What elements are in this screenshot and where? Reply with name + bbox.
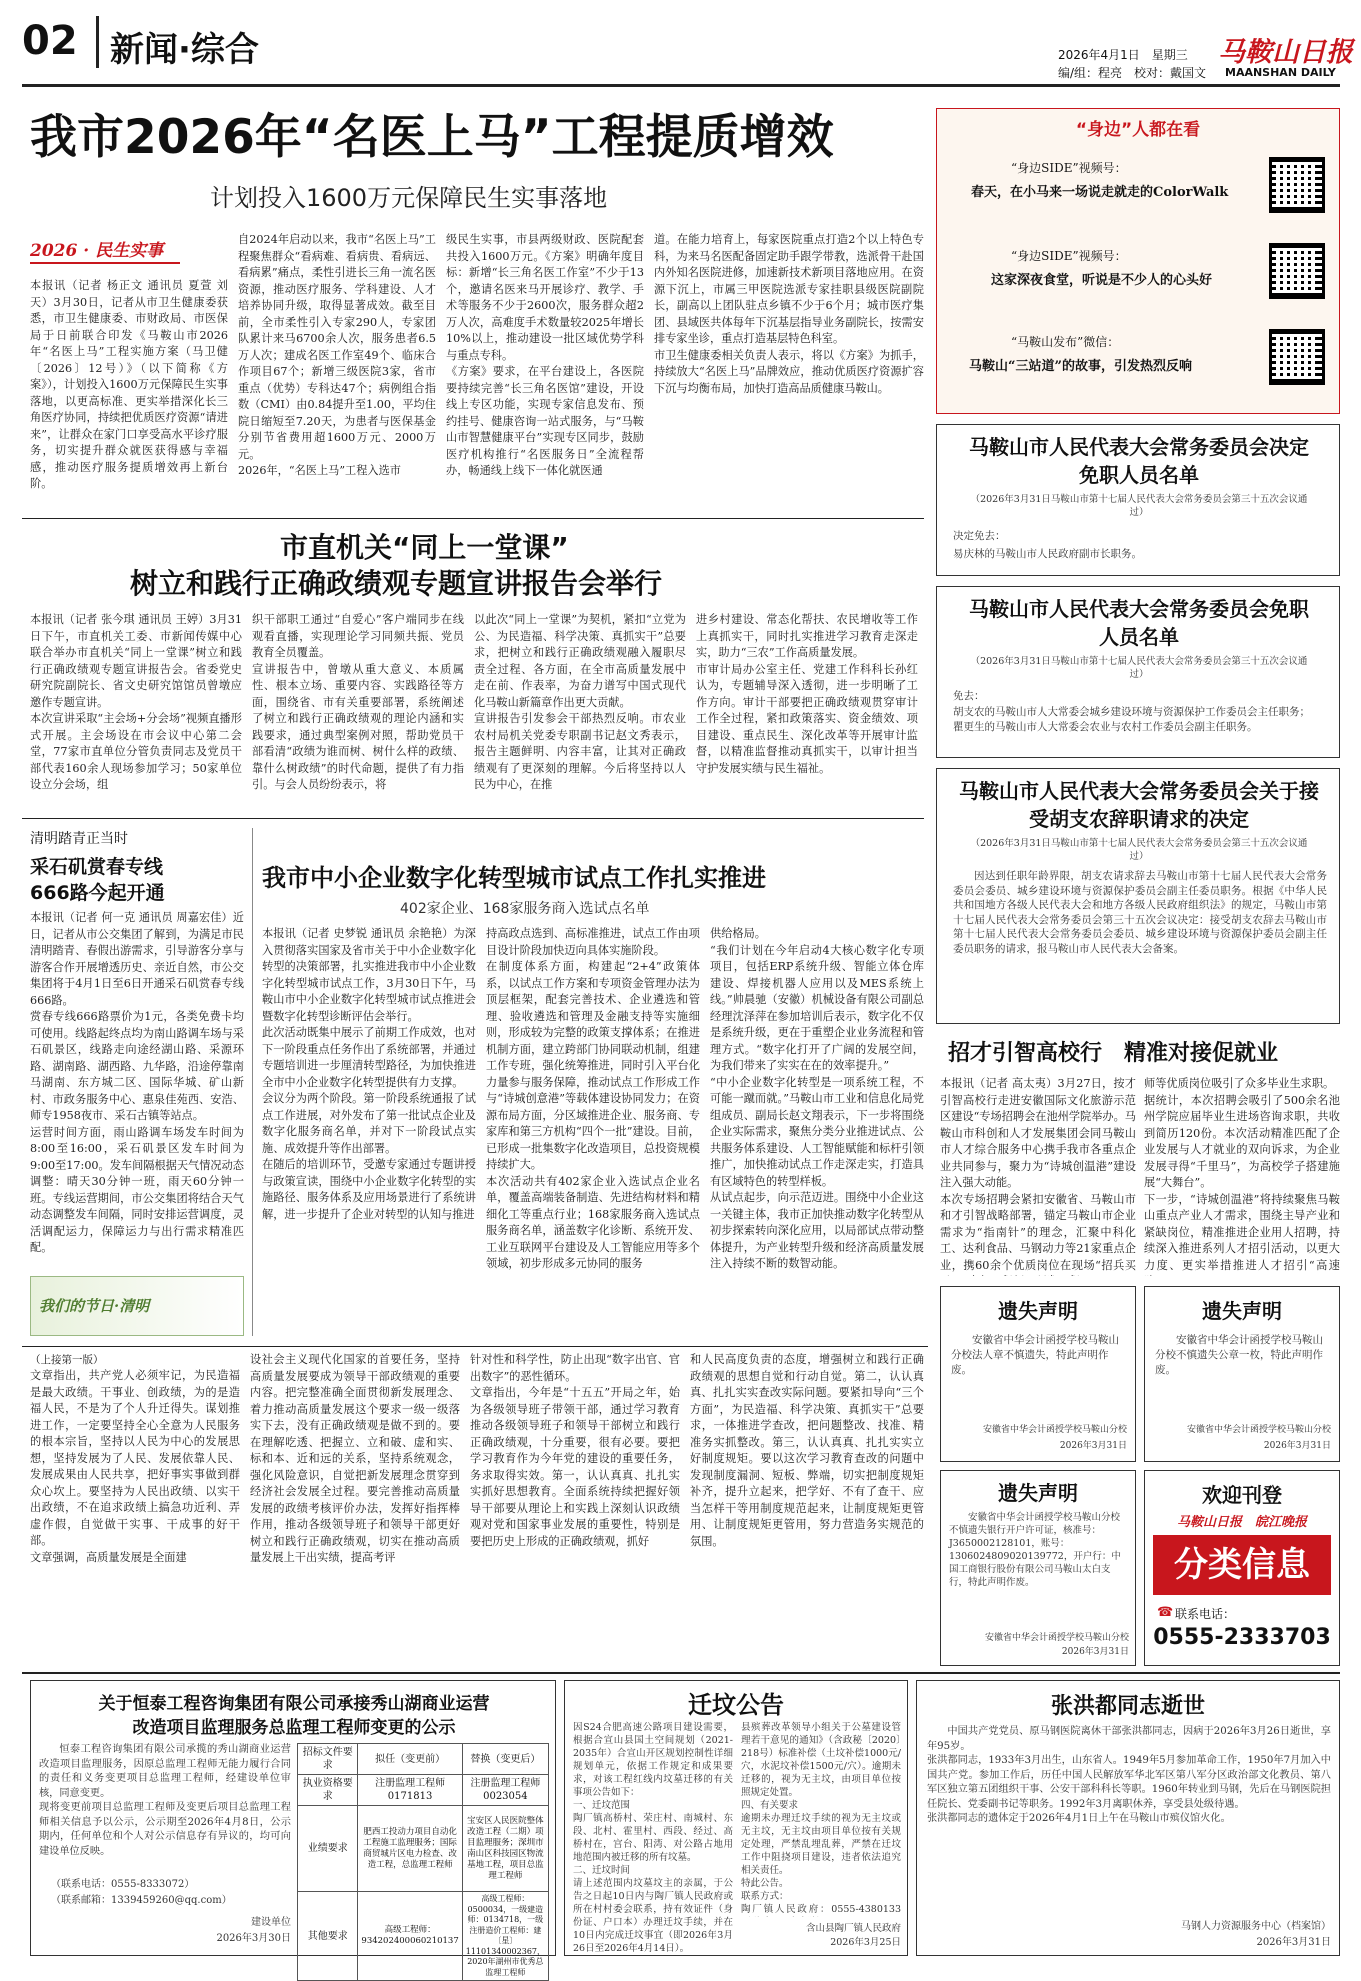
media-item[interactable]: “身边SIDE”视频号： 这家深夜食堂，听说是不少人的心头好 <box>951 239 1327 319</box>
story2-col-4: 进乡村建设、常态化帮扶、农民增收等工作上真抓实干，同时扎实推进学习教育走深走实，助力“三农”工作高质量发展。 市审计局办公室主任、党建工作科科长孙红认为，专题辅导深入透彻，进一步明晰了工作方向。审计干部要把正确政绩观贯穿审计工作全过程，紧扣政策落实、资金绩效、项目建设、重点民生、深化改革等开展审计监督，以精准监督推动真抓实干，以审计担当守护发展实绩与民生福祉。 <box>696 613 918 775</box>
section-name: 新闻·综合 <box>110 30 259 70</box>
story3-col-1: 本报讯（记者 史梦锐 通讯员 余艳艳）为深入贯彻落实国家及省市关于中小企业数字化转型的决策部署，扎实推进我市中小企业数字化转型城市试点工作，3月30日下午，马鞍山市中小企业数字化转型城市试点推进会暨数字化转型诊断评估会举行。 此次活动既集中展示了前期工作成效，也对下一阶段重点任务作出了系统部署，并通过专题培训进一步厘清转型路径，为加快推进全市中小企业数字化转型提供有力支撑。 会议分为两个阶段。第一阶段系统通报了试点工作进展，对外发布了第一批试点企业及数字化服务商名单，并对下一阶段试点实施、成效提升等作出部署。 在随后的培训环节，受邀专家通过专题讲授与政策宣读，围绕中小企业数字化转型的实施路径、服务体系及应用场景进行了系统讲解，进一步提升了企业对转型的认知与推进 <box>262 927 476 1221</box>
side-media-header: “身边”人都在看 <box>1075 120 1201 140</box>
story3-col-3: 供给格局。 “我们计划在今年启动4大核心数字化专项项目，包括ERP系统升级、智能立体仓库建设、焊接机器人应用以及MES系统上线。”帅晨驰（安徽）机械设备有限公司副总经理沈泽萍在参加培训后表示，数字化不仅是系统升级，更在于重塑企业业务流程和管理方式。“数字化打开了广阔的发展空间，为我们带来了实实在在的效率提升。” “中小企业数字化转型是一项系统工程，不可能一蹴而就。”马鞍山市工业和信息化局党组成员、副局长赵文翔表示，下一步将围绕企业实际需求，聚焦分类分业推进试点、公共服务体系建设、人工智能赋能和标杆引领推广，加快推动试点工作走深走实，打造具有区域特色的转型样板。 从试点起步，向示范迈进。围绕中小企业这一关键主体，我市正加快推动数字化转型从初步探索转向深化应用，以局部试点带动整体提升，为产业转型升级和经济高质量发展注入持续不断的数智动能。 <box>710 927 924 1270</box>
notice-resignation: 马鞍山市人民代表大会常务委员会关于接受胡支农辞职请求的决定 （2026年3月31日马鞍山市第十七届人民代表大会常务委员会第三十五次会议通过） 因达到任职年龄界限，胡支农请求辞去马鞍山市第十七届人民代表大会常务委员会委员、城乡建设环境与资源保护委员会副主任委员职务。根据《中华人民共和国地方各级人民代表大会和地方各级人民政府组织法》的规定，马鞍山市第十七届人民代表大会常务委员会第三十五次会议决定：接受胡支农辞去马鞍山市第十七届人民代表大会常务委员会委员、城乡建设环境与资源保护委员会副主任委员职务的请求，报马鞍山市人民代表大会备案。 <box>936 768 1340 1024</box>
loss-notice-2: 遗失声明 安徽省中华会计函授学校马鞍山分校不慎遗失公章一枚，特此声明作废。 安徽省中华会计函授学校马鞍山分校 2026年3月31日 <box>1144 1286 1340 1462</box>
continued-tag: （上接第一版） <box>30 1354 104 1366</box>
notice-removal-1: 马鞍山市人民代表大会常务委员会决定免职人员名单 （2026年3月31日马鞍山市第十七届人民代表大会常务委员会第三十五次会议通过） 决定免去： 易庆林的马鞍山市人民政府副市长职务。 <box>936 424 1340 576</box>
lead-col-2: 自2024年启动以来，我市“名医上马”工程聚焦群众“看病难、看病贵、看病远、看病累”痛点，柔性引进长三角一流名医资源，推动医疗服务、学科建设、人才培养协同升级，取得显著成效。截至目前，全市柔性引入专家290人，专家团队累计来马6700余人次，服务患者6.5万人次；建成名医工作室49个、临床合作项目67个；新增三级医院3家，省市重点（优势）专科达47个；病例组合指数（CMI）由0.84提升至1.00，平均住院日缩短至7.20天，为患者与医保基金分别节省费用超1600万元、2000万元。 2026年，“名医上马”工程入选市 <box>238 233 436 477</box>
lead-col-3: 级民生实事，市县两级财政、医院配套共投入1600万元。《方案》明确年度目标：新增“长三角名医工作室”不少于13个，邀请名医来马开展诊疗、教学、手术等服务不少于2600次，服务群众超2万人次，高难度手术数量较2025年增长10%以上，推动建设一批区域优势学科与重点专科。 《方案》要求，在平台建设上，各医院要持续完善“长三角名医馆”建设，开设线上专区功能，实现专家信息发布、预约挂号、健康咨询一站式服务，与“马鞍山市智慧健康平台”实现专区同步，鼓励医疗机构推行“名医服务日”全流程帮办，畅通线上线下一体化就医通 <box>446 233 644 477</box>
editors: 编/组：程亮 校对：戴国文 <box>1058 66 1207 80</box>
obituary: 张洪都同志逝世 中国共产党党员、原马钢医院离休干部张洪都同志，因病于2026年3月26日逝世，享年95岁。 张洪都同志，1933年3月出生，山东省人。1949年5月参加革命工作，1950年7月加入中国共产党。参加工作后，历任中国人民解放军华北军区第八军分区政治部文化教员、第八军区独立第五团组织干事、公安干部科科长等职。1960年转业到马钢，先后在马钢医院担任院长、党委副书记等职务。1992年3月离职休养，享受县处级待遇。 张洪都同志的遗体定于2026年4月1日上午在马鞍山市殡仪馆火化。 马钢人力资源服务中心（档案馆） 2026年3月31日 <box>916 1680 1340 1956</box>
bus-body: 本报讯（记者 何一克 通讯员 周嘉宏佳）近日，记者从市公交集团了解到，为满足市民清明踏青、春假出游需求，引导游客分享与游客合作开展增透历史、亲近自然，市公交集团将于4月1日至6日开通采石矶赏春专线666路。 赏春专线666路票价为1元，各类免费卡均可使用。线路起终点均为南山路调车场与采石矶景区，线路走向途经湖山路、采源环路、湖南路、湖西路、九华路，沿途停靠南马湖南、东方城二区、国际华城、矿山新村、市政务服务中心、惠泉佳苑西、安浩、师专1958夜市、采石古镇等站点。 运营时间方面，雨山路调车场发车时间为8:00至16:00，采石矶景区发车时间为9:00至17:00。发车间隔根据天气情况动态调整：晴天30分钟一班，雨天60分钟一班。专线运营期间，市公交集团将结合天气动态调整发车间隔，同时安排运营调度，灵活调配运力，保障运力与出行需求精准匹配。 <box>30 911 244 1254</box>
bus-title-1: 采石矶赏春专线 <box>30 856 164 878</box>
story3-subtitle: 402家企业、168家服务商入选试点名单 <box>400 901 650 917</box>
story2-title-2: 树立和践行正确政绩观专题宣讲报告会举行 <box>130 567 663 600</box>
notice-removal-2: 马鞍山市人民代表大会常务委员会免职人员名单 （2026年3月31日马鞍山市第十七届人民代表大会常务委员会第三十五次会议通过） 免去： 胡支农的马鞍山市人大常委会城乡建设环境与资源保护工作委员会主任职务； 瞿更生的马鞍山市人大常委会农业与农村工作委员会副主任职务。 <box>936 586 1340 758</box>
talent-col-2: 师等优质岗位吸引了众多毕业生求职。 据统计，本次招聘会吸引了500余名池州学院应届毕业生进场咨询求职，共收到简历120份。本次活动精准匹配了企业发展与人才就业的双向诉求，为企业发展寻得“千里马”，为高校学子搭建施展“大舞台”。 下一步，“诗城创温港”将持续聚焦马鞍山重点产业人才需求，围绕主导产业和紧缺岗位，精准推进企业用人招聘，持续深入推进系列人才招引活动，以更大力度、更实举措推进人才招引“高速 <box>1144 1077 1340 1272</box>
issue-date: 2026年4月1日 星期三 <box>1058 48 1188 62</box>
media-item[interactable]: “身边SIDE”视频号： 春天，在小马来一场说走就走的ColorWalk <box>951 151 1327 231</box>
page-number: 02 <box>22 18 78 64</box>
brand-english: MAANSHAN DAILY <box>1225 66 1336 79</box>
loss-notice-1: 遗失声明 安徽省中华会计函授学校马鞍山分校法人章不慎遗失，特此声明作废。 安徽省中华会计函授学校马鞍山分校 2026年3月31日 <box>940 1286 1136 1462</box>
lead-tag: 2026 · 民生实事 <box>30 236 180 264</box>
story2-title-1: 市直机关“同上一堂课” <box>280 531 569 564</box>
bus-title-2: 666路今起开通 <box>30 882 165 904</box>
qr-code-icon <box>1269 243 1325 299</box>
masthead <box>0 0 1361 90</box>
story3-title: 我市中小企业数字化转型城市试点工作扎实推进 <box>262 864 766 892</box>
talent-col-1: 本报讯（记者 高太夷）3月27日，按才引智高校行走进安徽国际文化旅游示范区建设“专场招聘会在池州学院举办。马鞍山市科创和人才发展集团会同马鞍山市人才综合服务中心携手我市各重点企业共同参与，聚力为“诗城创温港”建设注入强大动能。 本次专场招聘会紧扣安徽省、马鞍山市和才引智战略部署，锚定马鞍山市企业需求为“指南针”的理念，汇聚中科化工、达利食品、马钢动力等21家重点企业，携60余个优质岗位在现场“招兵买 <box>940 1077 1136 1272</box>
lead-title: 我市2026年“名医上马”工程提质增效 <box>30 110 834 165</box>
continued-col-2: 设社会主义现代化国家的首要任务，坚持高质量发展要成为领导干部政绩观的重要内容。把完整准确全面贯彻新发展理念、着力推动高质量发展这个要求一级一级落实下去，没有正确政绩观是做不到的。要在理解吃透、把握立、立和破、虚和实、标和本、近和远的关系，坚持系统观念，强化风险意识，自觉把新发展理念贯穿到经济社会发展全过程。要完善推动高质量发展的政绩考核评价办法，发挥好指挥棒作用，推动各级领导班子和领导干部更好树立和践行正确政绩观，切实在推动高质量发展上干出实绩，提高考评 <box>250 1353 460 1564</box>
story3-col-2: 持高政点选到、高标准推进，试点工作由项目设计阶段加快迈向具体实施阶段。 在制度体系方面，构建起“2+4”政策体系，以试点工作方案和专项资金管理办法为顶层框架，配套完善技术、企业遴选和管理、验收遴选和管理及金融支持等实施细则，形成较为完整的政策支撑体系；在推进机制方面，建立跨部门协同联动机制，组建工作专班，强化统筹推进，同时引入平台化力量参与服务保障，推动试点工作形成工作与“诗城创意港”等载体建设协同发力；在资源布局方面，分区域推进企业、服务商、专家库和第三方机构“四个一批”建设。目前，已形成一批集数字化改造项目，总投资规模持续扩大。 本次活动共有402家企业入选试点企业名单，覆盖高端装备制造、先进结构材料和精细化工等重点行业；168家服务商入选试点服务商名单，涵盖数字化诊断、系统开发、工业互联网平台建设及人工智能应用等多个领域，初步形成多元协同的服务 <box>486 927 700 1270</box>
talent-title: 招才引智高校行 精准对接促就业 <box>948 1041 1279 1066</box>
change-table: 招标文件要求 拟任（变更前） 替换（变更后） 执业资格要求 注册监理工程师 0171813 注册监理工程师 0023054 业绩要求 肥西工投动力项目自动化工程施工监理服务；国际商贸城片区电力检查、改造工程，总监理工程师 宝安区人民医院整体改造工程（二期）项目监理服务；深圳市南山区科技园区物流基地工程，项目总监理工程师 其他要求 高级工程师：934202400060210137 高级工程师：0500034，一级建造师：0134718，一级注册造价工程师：建〔星〕11101340002367，2020年湖州市优秀总监理工程师 <box>297 1743 549 1981</box>
qr-code-icon <box>1269 329 1325 385</box>
side-media-box <box>936 108 1340 414</box>
classified-ad: 欢迎刊登 马鞍山日报 皖江晚报 分类信息 ☎ 联系电话： 0555-2333703 <box>1144 1470 1340 1666</box>
story2-col-3: 以此次“同上一堂课”为契机，紧扣“立党为公、为民造福、科学决策、真抓实干”总要求，把树立和践行正确政绩观融入履职尽责全过程、各方面，在全市高质量发展中走在前、作表率，为奋力谱写中国式现代化马鞍山新篇章作出更大贡献。 宣讲报告引发参会干部热烈反响。市农业农村局机关党委专职副书记赵文秀表示，报告主题鲜明、内容丰富，让其对正确政绩观有了更深刻的理解。今后将坚持以人民为中心，在推 <box>474 613 686 791</box>
hengtai-notice: 关于恒泰工程咨询集团有限公司承接秀山湖商业运营 改造项目监理服务总监理工程师变更的公示 恒泰工程咨询集团有限公司承揽的秀山湖商业运营改造项目监理服务，因原总监理工程师无能力履行合同的责任和义务变更项目总监理工程师，经建设单位审核，同意变更。 现将变更前项目总监理工程师及变更后项目总监理工程师相关信息予以公示，公示期至2026年4月8日，公示期内，任何单位和个人对公示信息存有异议的，均可向建设单位反映。 （联系电话：0555-8333072） （联系邮箱：1339459260@qq.com） 建设单位 2026年3月30日 招标文件要求 拟任（变更前） 替换（变更后） 执业资格要求 注册监理工程师 0171813 注册监理工程师 0023054 业绩要求 肥西工投动力项目自动化工程施工监理服务；国际商贸城片区电力检查、改造工程，总监理工程师 宝安区人民医院整体改造工程（二期）项目监理服务；深圳市南山区科技园区物流基地工程，项目总监理工程师 其他要求 高级工程师：934202400060210137 高级工程师：0500034，一级建造师：0134718，一级注册造价工程师：建〔星〕11101340002367，2020年湖州市优秀总监理工程师 <box>30 1680 556 1956</box>
holiday-banner: 我们的节日·清明 <box>30 1276 244 1336</box>
qr-code-icon <box>1269 157 1325 213</box>
phone-icon: ☎ <box>1157 1605 1174 1620</box>
brand-logo: 马鞍山日报 <box>1218 37 1353 68</box>
lead-subtitle: 计划投入1600万元保障民生实事落地 <box>210 184 608 212</box>
lead-col-4: 道。在能力培育上，每家医院重点打造2个以上特色专科，为来马名医配备固定助手跟学带教，选派骨干赴国内外知名医院进修，加速新技术新项目落地应用。在资源下沉上，市属三甲医院选派专家挂职县级医院副院长，副高以上团队驻点乡镇不少于6个月；城市医疗集团、县域医共体每年下沉基层指导业务副院长，按需安排专家坐诊，重点打造基层特色科室。 市卫生健康委相关负责人表示，将以《方案》为抓手，持续放大“名医上马”品牌效应，推动优质医疗资源扩容下沉与均衡布局，加快打造高品质健康马鞍山。 <box>654 233 924 395</box>
continued-col-1: 文章指出，共产党人必须牢记，为民造福是最大政绩。干事业、创政绩，为的是造福人民，不是为了个人升迁得失。谋划推进工作，一定要坚持全心全意为人民服务的根本宗旨，坚持以人民为中心的发展思想，坚持发展为了人民、发展依靠人民、发展成果由人民共享，把好事实事做到群众心坎上。要坚持为人民出政绩、以实干出政绩，不在追求政绩上搞急功近利、弄虚作假，自觉做干实事、干成事的好干部。 文章强调，高质量发展是全面建 <box>30 1369 240 1564</box>
loss-notice-3: 遗失声明 安徽省中华会计函授学校马鞍山分校不慎遗失银行开户许可证，核准号：J3650002128101，账号：1306024809020139772，开户行：中国工商银行股份有限公司马鞍山太白支行，特此声明作废。 安徽省中华会计函授学校马鞍山分校 2026年3月31日 <box>940 1470 1136 1666</box>
story2-col-2: 织干部职工通过“自爱心”客户端同步在线观看直播，实现理论学习同频共振、党员教育全员覆盖。 宣讲报告中，曾墩从重大意义、本质属性、根本立场、重要内容、实践路径等方面，围绕省、市有关重要部署，系统阐述了树立和践行正确政绩观的理论内涵和实践要求，通过典型案例对照，帮助党员干部看清“政绩为谁而树、树什么样的政绩、靠什么树政绩”的时代命题，提供了有力指引。与会人员纷纷表示，将 <box>252 613 464 791</box>
lead-col-1: 本报讯（记者 杨正文 通讯员 夏萱 刘天）3月30日，记者从市卫生健康委获悉，市卫生健康委、市财政局、市医保局于日前联合印发《马鞍山市2026年“名医上马”工程实施方案（马卫健〔2026〕12号）》（以下简称《方案》），计划投入1600万元保障民生实事落地，以更高标准、更实举措深化长三角医疗协同，持续把优质医疗资源“请进来”，让群众在家门口享受高水平诊疗服务，切实提升群众就医获得感与幸福感，推动医疗服务提质增效再上新台阶。 <box>30 279 228 490</box>
relocation-notice: 迁坟公告 因S24合肥高速公路项目建设需要，根据合宣山县国土空间规划（2021-2035年）合宣山开区规划控制性详细规划单元，依据工作规定和成果要求，对该工程红线内坟墓迁移的有关事项公告如下： 一、迁坟范围 陶厂镇高桥村、荣庄村、南城村、东段、北村、霍里村、西段、经过、高桥村在，宫台、阳湾、对公路占地用地范围内被迁移的所有坟墓。 二、迁坟时间 请上述范围内坟墓坟主的亲属，于公告之日起10日内与陶厂镇人民政府或所在村村委会联系，持有效证件（身份证、户口本）办理迁坟手续，并在10日内完成迁坟事宜（即2026年3月26日至2026年4月14日）。 县殡葬改革领导小组关于公墓建设管理若干意见的通知》（含政秘〔2020〕218号）标准补偿（土坟补偿1000元/穴，水泥坟补偿1500元/穴）。逾期未迁移的，视为无主坟，由项目单位按照规定处置。 四、有关要求 逾期未办理迁坟手续的视为无主坟或无主坟，无主坟由项目单位按有关规定处理，严禁乱埋乱葬，严禁在迁坟工作中阻挠项目建设，违者依法追究相关责任。 特此公告。 联系方式： 陶厂镇人民政府：0555-4380133 含山县陶厂镇人民政府 2026年3月25日 <box>564 1680 908 1956</box>
bus-kicker: 清明踏青正当时 <box>30 831 128 847</box>
continued-col-3: 针对性和科学性，防止出现“数字出官、官出数字”的恶性循环。 文章指出，今年是“十五五”开局之年，始为各级领导班子带领干部，通过学习教育推动各级领导班子和领导干部树立和践行正确政绩观，十分重要，很有必要。要把学习教育作为今年党的建设的重要任务，务求取得实效。第一，认认真真、扎扎实实抓好思想教育。全面系统持续把握好领导干部要从理论上和实践上深刻认识政绩观对党和国家事业发展的重要性，特别是要把历史上形成的正确政绩观，抓好 <box>470 1353 680 1548</box>
media-item[interactable]: “马鞍山发布”微信： 马鞍山“三站道”的故事，引发热烈反响 <box>951 325 1327 405</box>
story2-col-1: 本报讯（记者 张今琪 通讯员 王婷）3月31日下午，市直机关工委、市新闻传媒中心联合举办市直机关“同上一堂课”树立和践行正确政绩观专题宣讲报告会。省委党史研究院副院长、省文史研究馆馆员曾墩应邀作专题宣讲。 本次宣讲采取“主会场+分会场”视频直播形式开展。主会场设在市会议中心第二会堂，77家市直单位分管负责同志及党员干部代表160余人现场参加学习；50家单位设立分会场，组 <box>30 613 242 791</box>
continued-col-4: 和人民高度负责的态度，增强树立和践行正确政绩观的思想自觉和行动自觉。第二，认认真真、扎扎实实查改实际问题。要紧扣导向“三个方面”，为民造福、科学决策、真抓实干”总要求，一体推进学查改，把问题整改、找准、精准务实抓整改。第三，认认真真、扎扎实实立好制度规矩。要以这次学习教育查改的问题中发现制度漏洞、短板、弊端，切实把制度规矩补齐，提升立起来，把学好、不有了查干、应当怎样干等用制度规范起来，让制度规矩更管用、让制度规矩更管用，努力营造务实规范的氛围。 <box>690 1353 924 1548</box>
